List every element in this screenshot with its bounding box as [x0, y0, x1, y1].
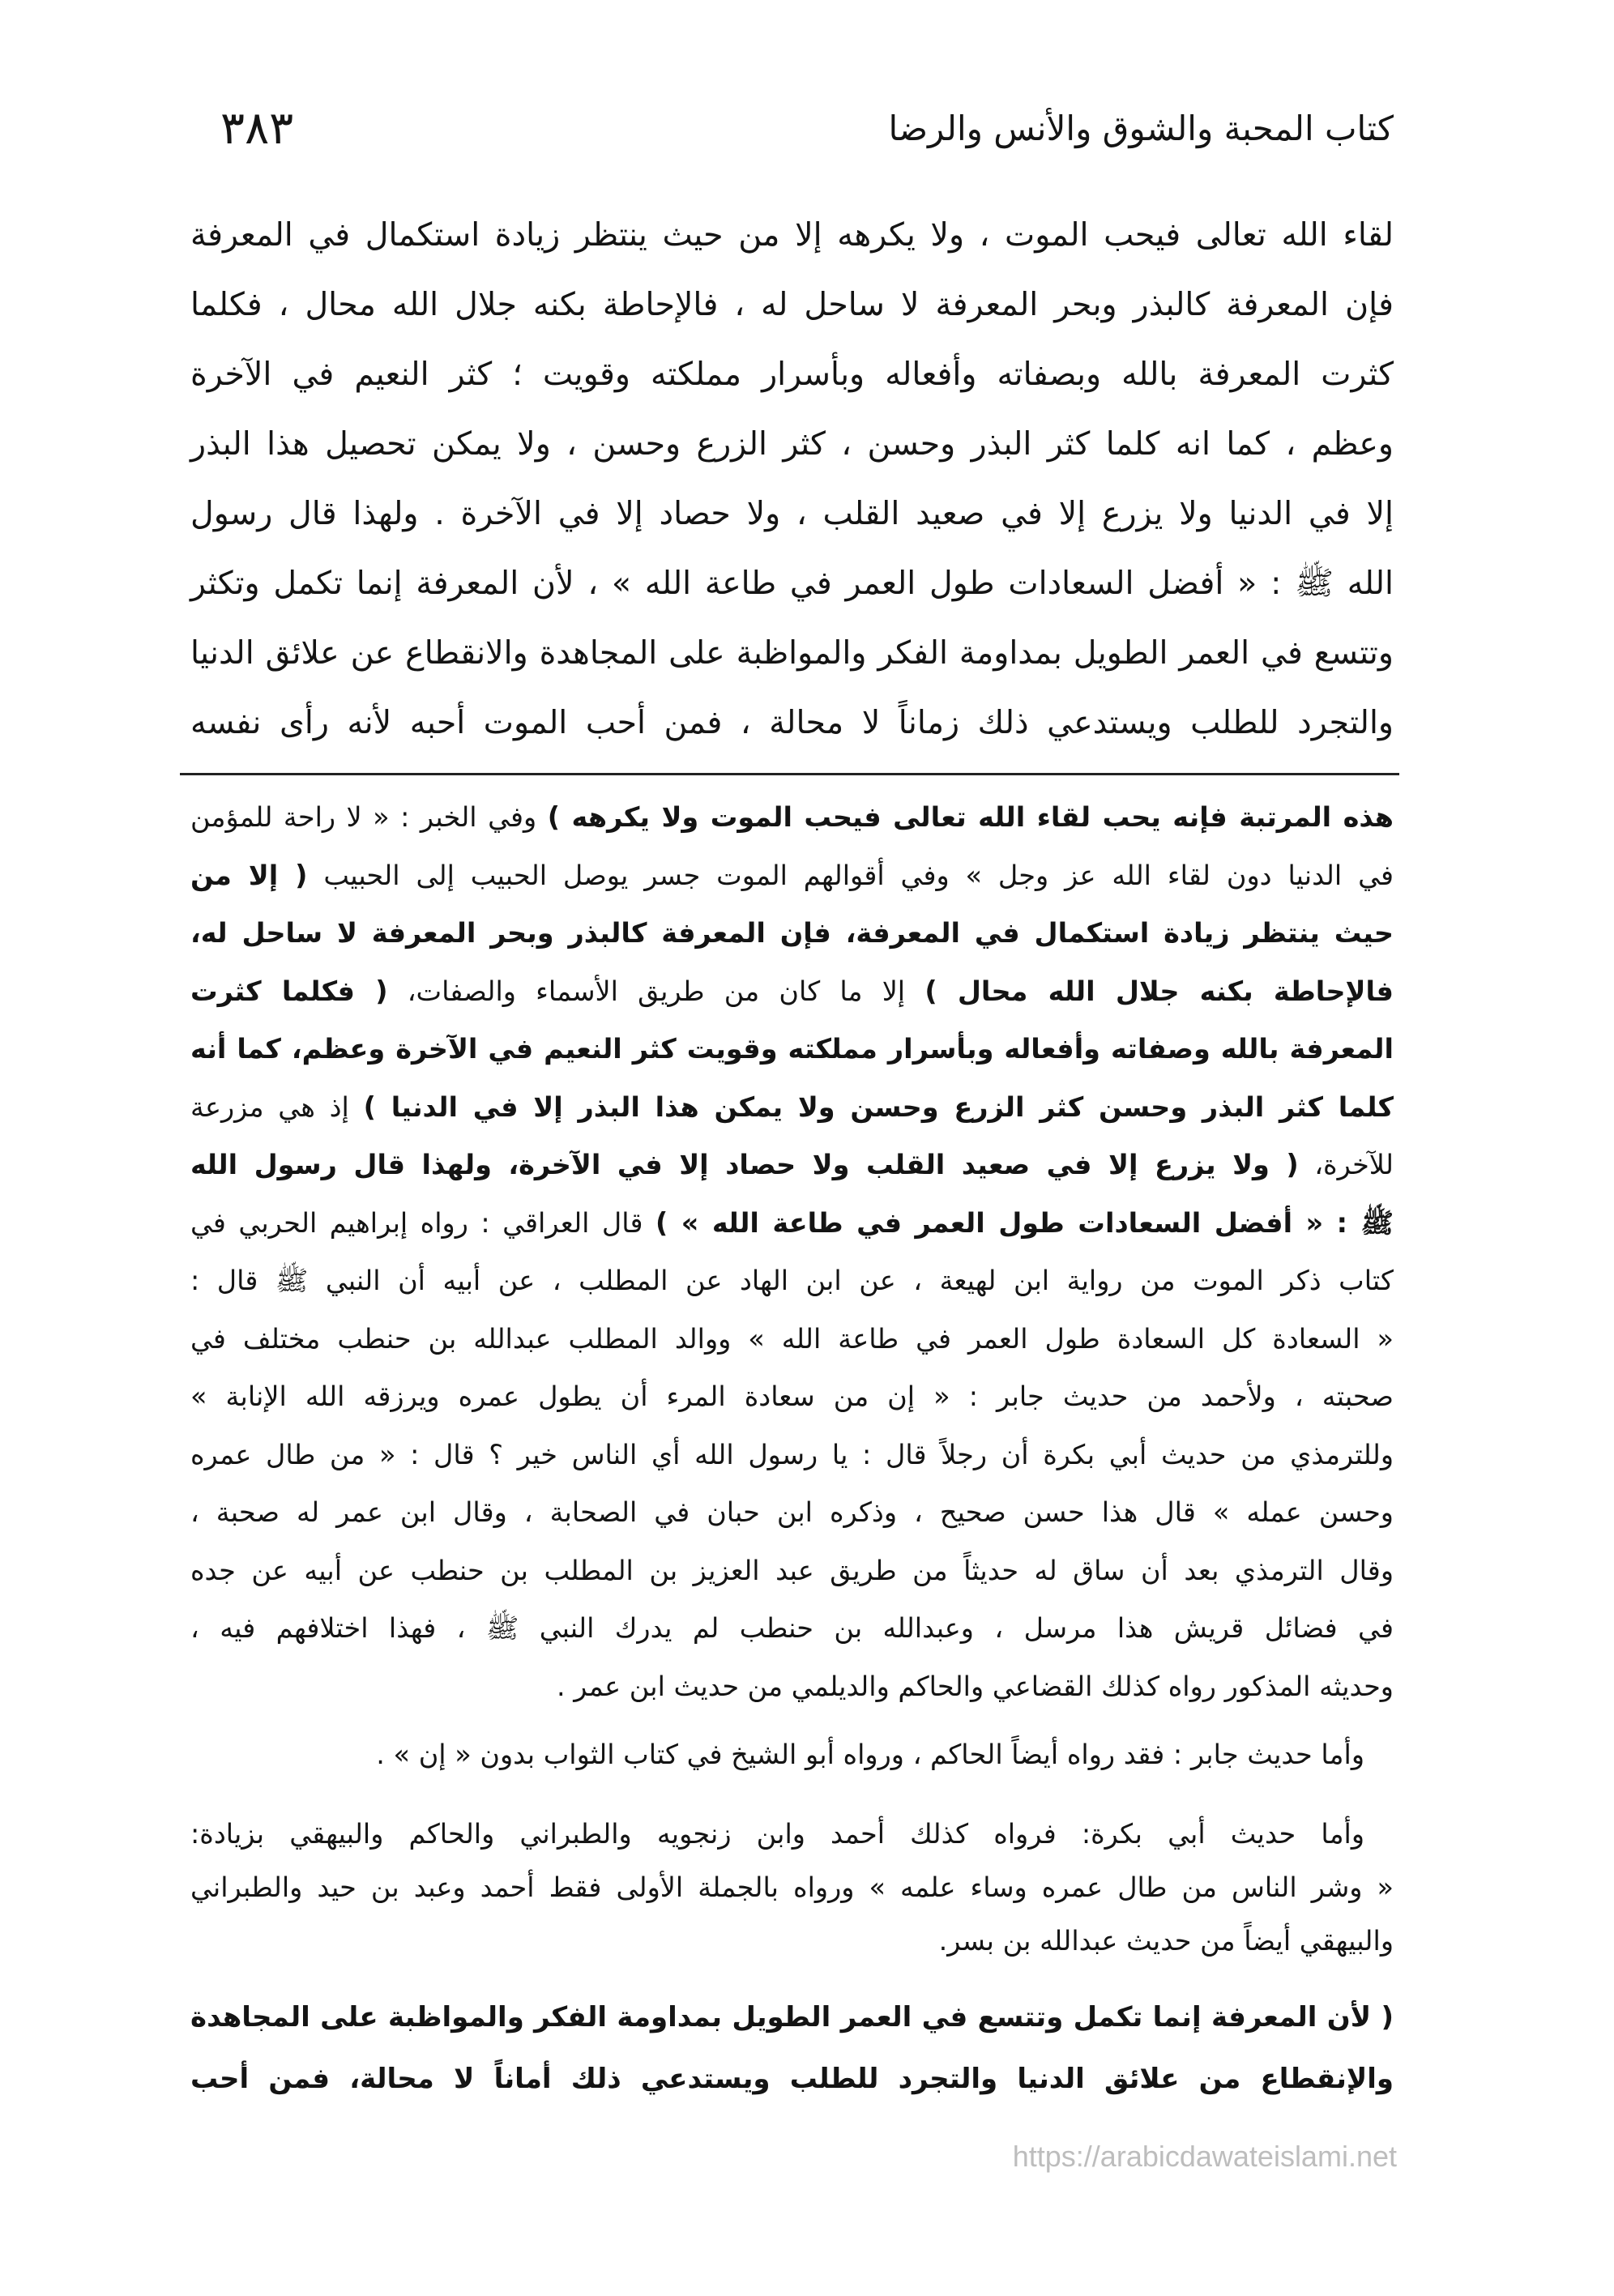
- main-text-line: والتجرد للطلب ويستدعي ذلك زماناً لا محالة ، فمن أحب الموت أحبه لأنه رأى نفسه: [190, 704, 1394, 741]
- commentary-segment: في فضائل قريش هذا مرسل ، وعبدالله بن حنطب لم يدرك النبي ﷺ ، فهذا اختلافهم فيه ،: [190, 1612, 1394, 1644]
- commentary-segment: وحديثه المذكور رواه كذلك القضاعي والحاكم والديلمي من حديث ابن عمر .: [556, 1670, 1394, 1702]
- note-jabir-paragraph: [190, 1726, 1394, 1784]
- commentary-line: [190, 1426, 1394, 1484]
- commentary-line: [190, 1658, 1394, 1716]
- chapter-title: كتاب المحبة والشوق والأنس والرضا: [888, 109, 1394, 148]
- passage-line: ( لأن المعرفة إنما تكمل وتتسع في العمر الطويل بمداومة الفكر والمواظبة على المجاهدة: [190, 2001, 1394, 2034]
- commentary-line: [190, 1136, 1394, 1194]
- commentary-segment: إلا ما كان من طريق الأسماء والصفات،: [407, 975, 906, 1007]
- commentary-matn-segment: ( ولا يزرع إلا في صعيد القلب ولا حصاد إلا في الآخرة، ولهذا قال رسول الله: [190, 1149, 1299, 1180]
- main-text-line: فإن المعرفة كالبذر وبحر المعرفة لا ساحل له ، فالإحاطة بكنه جلال الله محال ، فكلما: [190, 286, 1394, 323]
- commentary-line: [190, 962, 1394, 1021]
- commentary-segment: إذ هي مزرعة: [190, 1090, 349, 1123]
- commentary-segment: وقال الترمذي بعد أن ساق له حديثاً من طريق عبد العزيز بن المطلب بن حنطب عن أبيه عن جده: [190, 1554, 1394, 1586]
- note-line: وأما حديث أبي بكرة: فرواه كذلك أحمد وابن زنجويه والطبراني والحاكم والبيهقي بزيادة:: [190, 1818, 1364, 1850]
- commentary: [190, 788, 1394, 1715]
- commentary-segment: كتاب ذكر الموت من رواية ابن لهيعة ، عن ابن الهاد عن المطلب ، عن أبيه أن النبي ﷺ قال :: [190, 1265, 1394, 1296]
- commentary-segment: صحبته ، ولأحمد من حديث جابر : « إن من سعادة المرء أن يطول عمره ويرزقه الله الإنابة »: [190, 1381, 1394, 1412]
- commentary-segment: وفي الخبر : « لا راحة للمؤمن: [190, 801, 537, 833]
- commentary-matn-segment: المعرفة بالله وصفاته وأفعاله وبأسرار مملكته وقويت كثر النعيم في الآخرة وعظم، كما أنه: [190, 1033, 1394, 1065]
- commentary-line: [190, 1194, 1394, 1253]
- main-text-line: وتتسع في العمر الطويل بمداومة الفكر والمواظبة على المجاهدة والانقطاع عن علائق الدنيا: [190, 634, 1394, 672]
- main-text-line: لقاء الله تعالى فيحب الموت ، ولا يكرهه إلا من حيث ينتظر زيادة استكمال في المعرفة: [190, 216, 1394, 254]
- commentary-matn-segment: ( إلا من: [190, 859, 308, 891]
- commentary-line: [190, 1368, 1394, 1426]
- commentary-line: [190, 847, 1394, 905]
- commentary-segment: وحسن عمله » قال هذا حسن صحيح ، وذكره ابن حبان في الصحابة ، وقال ابن عمر له صحبة ،: [190, 1496, 1394, 1528]
- commentary-line: [190, 904, 1394, 962]
- footnote-divider: [180, 773, 1399, 775]
- watermark-url: https://arabicdawateislami.net: [1012, 2140, 1397, 2173]
- note-line: « وشر الناس من طال عمره وساء علمه » ورواه بالجملة الأولى فقط أحمد وعبد بن حيد والطبراني: [190, 1871, 1394, 1903]
- main-text-line: الله ﷺ : « أفضل السعادات طول العمر في طاعة الله » ، لأن المعرفة إنما تكمل وتكثر: [190, 565, 1394, 602]
- bold-matn-passage: [190, 1987, 1394, 2110]
- note-line: وأما حديث جابر : فقد رواه أيضاً الحاكم ، ورواه أبو الشيخ في كتاب الثواب بدون « إن » .: [376, 1739, 1364, 1770]
- running-header: [220, 96, 1394, 162]
- commentary-matn-segment: هذه المرتبة فإنه يحب لقاء الله تعالى فيحب الموت ولا يكرهه ): [547, 801, 1394, 833]
- commentary-line: [190, 1310, 1394, 1368]
- note-abu-bakra-paragraph: [190, 1807, 1394, 1968]
- commentary-segment: « السعادة كل السعادة طول العمر في طاعة الله » ووالد المطلب عبدالله بن حنطب مختلف في: [190, 1322, 1394, 1355]
- commentary-matn-segment: فالإحاطة بكنه جلال الله محال ): [924, 975, 1394, 1007]
- commentary-line: [190, 1483, 1394, 1542]
- commentary-matn-segment: كلما كثر البذر وحسن كثر الزرع وحسن ولا يمكن هذا البذر إلا في الدنيا ): [363, 1090, 1394, 1123]
- commentary-line: [190, 1252, 1394, 1310]
- main-text-line: وعظم ، كما انه كلما كثر البذر وحسن ، كثر الزرع وحسن ، ولا يمكن تحصيل هذا البذر: [190, 425, 1394, 463]
- commentary-segment: للآخرة،: [1314, 1149, 1394, 1180]
- commentary-segment: قال العراقي : رواه إبراهيم الحربي في: [190, 1206, 643, 1239]
- commentary-line: [190, 1599, 1394, 1658]
- commentary-line: [190, 1078, 1394, 1137]
- main-text-line: كثرت المعرفة بالله وبصفاته وأفعاله وبأسرار مملكته وقويت ؛ كثر النعيم في الآخرة: [190, 356, 1394, 393]
- commentary-matn-segment: حيث ينتظر زيادة استكمال في المعرفة، فإن المعرفة كالبذر وبحر المعرفة لا ساحل له،: [190, 917, 1394, 949]
- commentary-matn-segment: ( فكلما كثرت: [190, 975, 388, 1007]
- commentary-line: [190, 1542, 1394, 1600]
- commentary-segment: في الدنيا دون لقاء الله عز وجل » وفي أقوالهم الموت جسر يوصل الحبيب إلى الحبيب: [323, 859, 1394, 891]
- commentary-line: [190, 788, 1394, 847]
- commentary-matn-segment: ﷺ : « أفضل السعادات طول العمر في طاعة الله » ): [655, 1206, 1394, 1239]
- passage-line: والإنقطاع من علائق الدنيا والتجرد للطلب ويستدعي ذلك أماناً لا محالة، فمن أحب: [190, 2063, 1394, 2095]
- main-text: [190, 200, 1394, 758]
- commentary-line: [190, 1020, 1394, 1078]
- page-number: ٣٨٣: [220, 102, 294, 155]
- note-line: والبيهقي أيضاً من حديث عبدالله بن بسر.: [938, 1925, 1394, 1957]
- main-text-line: إلا في الدنيا ولا يزرع إلا في صعيد القلب ، ولا حصاد إلا في الآخرة . ولهذا قال رسول: [190, 495, 1394, 532]
- commentary-segment: وللترمذي من حديث أبي بكرة أن رجلاً قال : يا رسول الله أي الناس خير ؟ قال : « من طال عمره: [190, 1438, 1394, 1470]
